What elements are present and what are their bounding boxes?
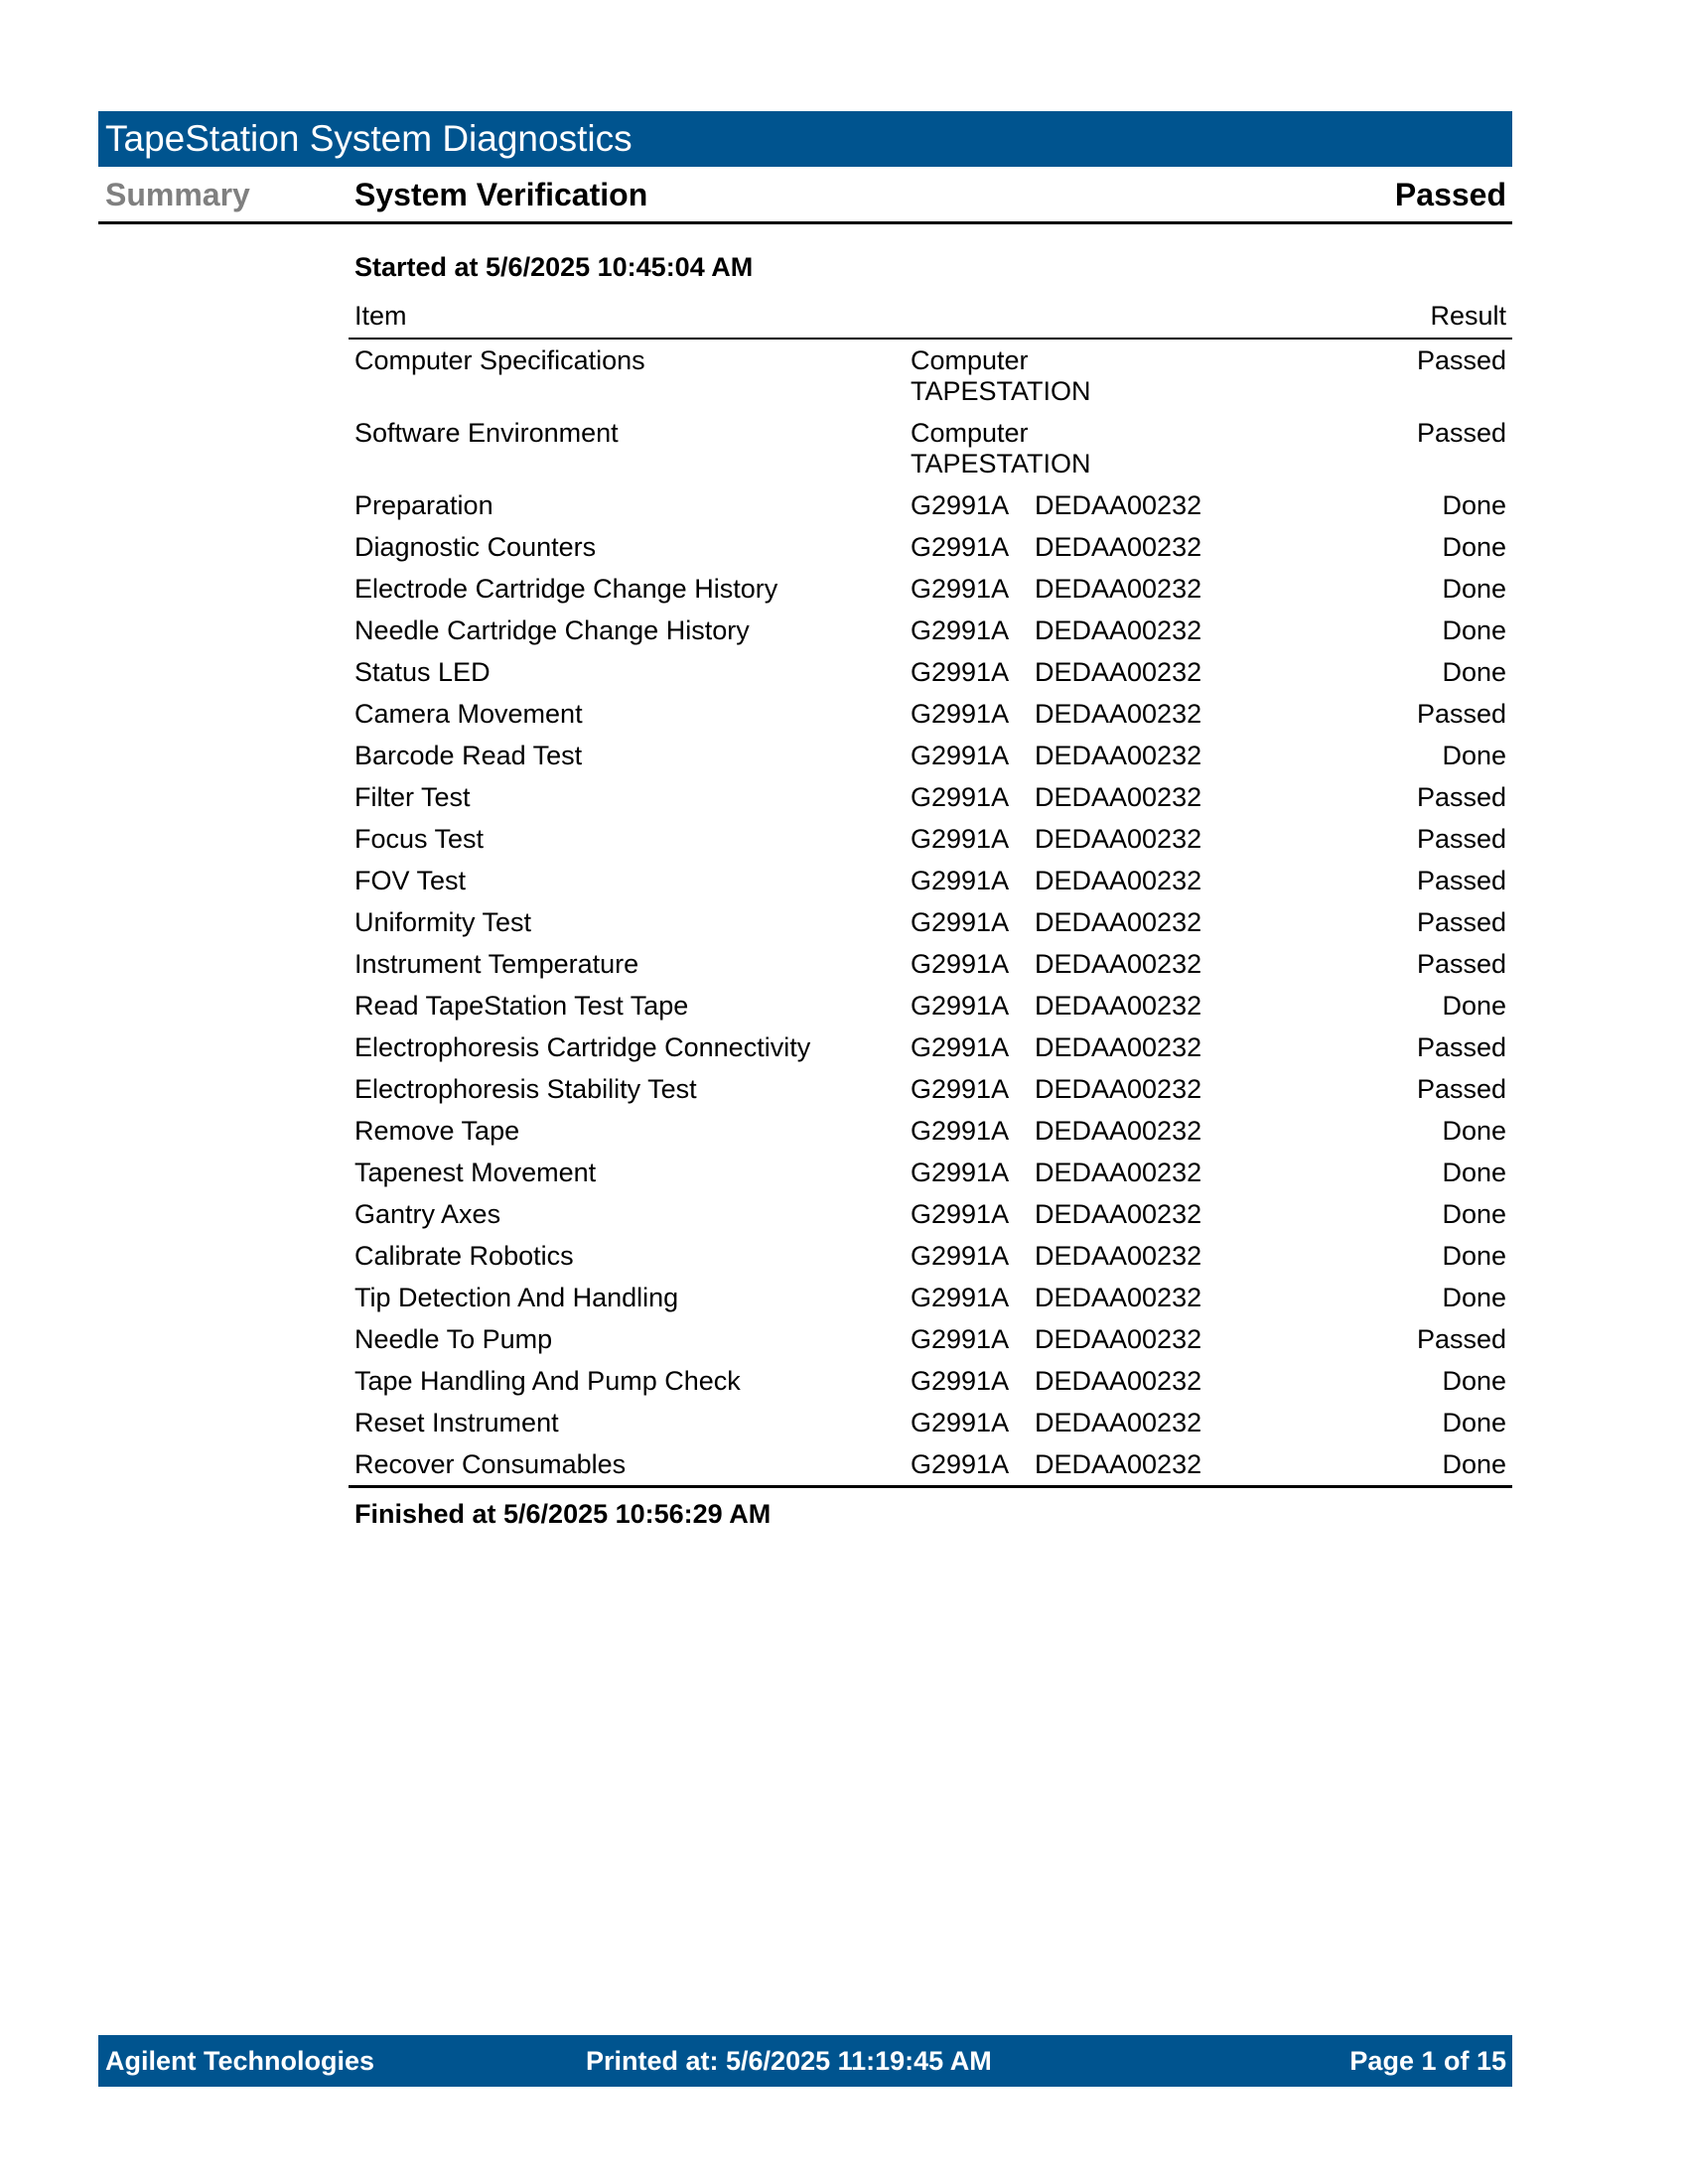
row-serial: DEDAA00232 — [1035, 699, 1202, 729]
row-serial: DEDAA00232 — [1035, 532, 1202, 562]
row-result: Done — [1442, 1241, 1506, 1271]
row-model: G2991A — [911, 1366, 1010, 1396]
table-row — [349, 1068, 1512, 1110]
table-row — [349, 1402, 1512, 1443]
table-row — [349, 651, 1512, 693]
table-body — [349, 340, 1512, 1488]
row-item: Read TapeStation Test Tape — [354, 991, 689, 1021]
row-item: Diagnostic Counters — [354, 532, 597, 562]
summary-label: Summary — [105, 177, 250, 212]
row-result: Done — [1442, 615, 1506, 645]
row-serial: DEDAA00232 — [1035, 1324, 1202, 1354]
row-model: G2991A — [911, 866, 1010, 895]
row-instrument-line1: Computer — [911, 345, 1029, 375]
row-result: Passed — [1416, 949, 1506, 979]
row-item: Camera Movement — [354, 699, 583, 729]
column-header-result: Result — [1430, 301, 1506, 331]
table-row — [349, 1193, 1512, 1235]
row-serial: DEDAA00232 — [1035, 866, 1202, 895]
table-row — [349, 735, 1512, 776]
row-result: Passed — [1416, 907, 1506, 937]
started-timestamp: Started at 5/6/2025 10:45:04 AM — [354, 252, 754, 282]
row-serial: DEDAA00232 — [1035, 1408, 1202, 1437]
row-model: G2991A — [911, 1283, 1010, 1312]
row-result: Passed — [1416, 1324, 1506, 1354]
row-model: G2991A — [911, 824, 1010, 854]
row-item: Calibrate Robotics — [354, 1241, 574, 1271]
report-title: TapeStation System Diagnostics — [105, 118, 633, 159]
table-row — [349, 1277, 1512, 1318]
row-result: Passed — [1416, 699, 1506, 729]
row-result: Done — [1442, 532, 1506, 562]
row-item: Uniformity Test — [354, 907, 532, 937]
row-model: G2991A — [911, 949, 1010, 979]
row-result: Done — [1442, 1158, 1506, 1187]
row-model: G2991A — [911, 991, 1010, 1021]
row-serial: DEDAA00232 — [1035, 1158, 1202, 1187]
table-row — [349, 484, 1512, 526]
row-model: G2991A — [911, 574, 1010, 604]
summary-status: Passed — [1394, 177, 1506, 212]
row-item: Needle Cartridge Change History — [354, 615, 750, 645]
row-serial: DEDAA00232 — [1035, 1241, 1202, 1271]
row-result: Done — [1442, 490, 1506, 520]
table-row — [349, 1318, 1512, 1360]
page-footer — [98, 2035, 1512, 2087]
row-model: G2991A — [911, 490, 1010, 520]
diagnostics-table — [349, 298, 1512, 1488]
row-result: Done — [1442, 1366, 1506, 1396]
row-item: Electrophoresis Stability Test — [354, 1074, 697, 1104]
row-result: Done — [1442, 1283, 1506, 1312]
row-result: Passed — [1416, 418, 1506, 448]
row-model: G2991A — [911, 699, 1010, 729]
row-item: Tapenest Movement — [354, 1158, 597, 1187]
table-row — [349, 943, 1512, 985]
row-model: G2991A — [911, 1241, 1010, 1271]
row-serial: DEDAA00232 — [1035, 782, 1202, 812]
row-item: Gantry Axes — [354, 1199, 501, 1229]
row-model: G2991A — [911, 907, 1010, 937]
row-serial: DEDAA00232 — [1035, 574, 1202, 604]
table-row — [349, 412, 1512, 484]
row-result: Done — [1442, 1449, 1506, 1479]
row-serial: DEDAA00232 — [1035, 657, 1202, 687]
row-serial: DEDAA00232 — [1035, 741, 1202, 770]
row-result: Passed — [1416, 345, 1506, 375]
row-item: Recover Consumables — [354, 1449, 627, 1479]
row-serial: DEDAA00232 — [1035, 490, 1202, 520]
row-result: Done — [1442, 1199, 1506, 1229]
row-item: Needle To Pump — [354, 1324, 553, 1354]
table-row — [349, 776, 1512, 818]
row-result: Done — [1442, 574, 1506, 604]
row-serial: DEDAA00232 — [1035, 1199, 1202, 1229]
row-result: Passed — [1416, 782, 1506, 812]
row-model: G2991A — [911, 1199, 1010, 1229]
row-serial: DEDAA00232 — [1035, 1032, 1202, 1062]
row-serial: DEDAA00232 — [1035, 1074, 1202, 1104]
row-model: G2991A — [911, 741, 1010, 770]
table-row — [349, 693, 1512, 735]
table-row — [349, 568, 1512, 610]
row-serial: DEDAA00232 — [1035, 907, 1202, 937]
row-item: Tip Detection And Handling — [354, 1283, 679, 1312]
table-row — [349, 1443, 1512, 1485]
row-item: FOV Test — [354, 866, 467, 895]
row-serial: DEDAA00232 — [1035, 991, 1202, 1021]
row-item: Reset Instrument — [354, 1408, 559, 1437]
table-row — [349, 860, 1512, 901]
row-instrument-line2: TAPESTATION — [911, 376, 1091, 406]
row-instrument-line2: TAPESTATION — [911, 449, 1091, 478]
summary-row — [98, 169, 1512, 224]
row-result: Done — [1442, 741, 1506, 770]
row-item: Electrode Cartridge Change History — [354, 574, 778, 604]
table-row — [349, 1360, 1512, 1402]
row-model: G2991A — [911, 1449, 1010, 1479]
row-item: Electrophoresis Cartridge Connectivity — [354, 1032, 811, 1062]
row-item: Preparation — [354, 490, 493, 520]
finished-timestamp: Finished at 5/6/2025 10:56:29 AM — [354, 1499, 772, 1529]
row-result: Passed — [1416, 1074, 1506, 1104]
row-serial: DEDAA00232 — [1035, 949, 1202, 979]
row-item: Software Environment — [354, 418, 619, 448]
report-title-bar — [98, 111, 1512, 167]
row-result: Done — [1442, 1116, 1506, 1146]
row-result: Passed — [1416, 1032, 1506, 1062]
row-item: Status LED — [354, 657, 491, 687]
footer-printed-at: Printed at: 5/6/2025 11:19:45 AM — [586, 2046, 992, 2076]
row-model: G2991A — [911, 657, 1010, 687]
row-serial: DEDAA00232 — [1035, 1366, 1202, 1396]
table-row — [349, 526, 1512, 568]
footer-company: Agilent Technologies — [105, 2046, 375, 2076]
row-result: Passed — [1416, 866, 1506, 895]
row-instrument — [911, 345, 1091, 407]
row-result: Passed — [1416, 824, 1506, 854]
row-item: Computer Specifications — [354, 345, 645, 375]
test-rows — [349, 484, 1512, 1485]
column-header-item: Item — [354, 301, 407, 331]
row-instrument-line1: Computer — [911, 418, 1029, 448]
table-row — [349, 1152, 1512, 1193]
row-serial: DEDAA00232 — [1035, 1116, 1202, 1146]
row-item: Focus Test — [354, 824, 485, 854]
summary-heading: System Verification — [354, 177, 648, 212]
row-serial: DEDAA00232 — [1035, 615, 1202, 645]
table-header — [349, 298, 1512, 340]
row-model: G2991A — [911, 1158, 1010, 1187]
row-item: Barcode Read Test — [354, 741, 583, 770]
table-row — [349, 340, 1512, 412]
row-item: Remove Tape — [354, 1116, 520, 1146]
row-result: Done — [1442, 657, 1506, 687]
row-serial: DEDAA00232 — [1035, 1283, 1202, 1312]
row-result: Done — [1442, 1408, 1506, 1437]
row-item: Instrument Temperature — [354, 949, 639, 979]
table-row — [349, 1110, 1512, 1152]
row-model: G2991A — [911, 615, 1010, 645]
table-row — [349, 1235, 1512, 1277]
table-row — [349, 901, 1512, 943]
row-model: G2991A — [911, 1324, 1010, 1354]
row-item: Filter Test — [354, 782, 471, 812]
row-serial: DEDAA00232 — [1035, 1449, 1202, 1479]
row-item: Tape Handling And Pump Check — [354, 1366, 741, 1396]
row-result: Done — [1442, 991, 1506, 1021]
table-row — [349, 610, 1512, 651]
row-model: G2991A — [911, 1116, 1010, 1146]
row-model: G2991A — [911, 1032, 1010, 1062]
row-model: G2991A — [911, 1408, 1010, 1437]
table-row — [349, 818, 1512, 860]
table-row — [349, 985, 1512, 1026]
row-model: G2991A — [911, 532, 1010, 562]
footer-page-number: Page 1 of 15 — [1349, 2046, 1506, 2076]
row-model: G2991A — [911, 782, 1010, 812]
row-instrument — [911, 418, 1091, 479]
row-model: G2991A — [911, 1074, 1010, 1104]
table-row — [349, 1026, 1512, 1068]
row-serial: DEDAA00232 — [1035, 824, 1202, 854]
